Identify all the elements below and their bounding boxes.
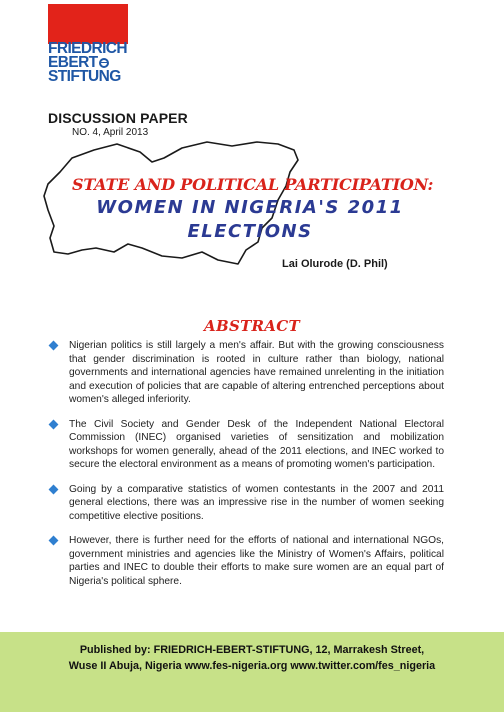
fes-logo: [48, 42, 138, 84]
logo-line-2: EBERT: [48, 54, 98, 71]
globe-icon: [99, 58, 109, 68]
abstract-item-text: Going by a comparative statistics of women contestants in the 2007 and 2011 general elections, there was an impressive rise in the number of women seeking competitive elective positions.: [69, 483, 444, 522]
title-block: [60, 196, 440, 244]
diamond-bullet-icon: [49, 419, 59, 429]
author: Lai Olurode (D. Phil): [282, 258, 388, 270]
abstract-list: [48, 339, 444, 599]
issue-number: NO. 4, April 2013: [72, 127, 149, 138]
abstract-item: [48, 418, 444, 472]
abstract-heading: ABSTRACT: [204, 317, 300, 335]
diamond-bullet-icon: [49, 536, 59, 546]
logo-red-block: [48, 4, 128, 44]
logo-line-1: FRIEDRICH: [48, 40, 127, 57]
title-line-3: ELECTIONS: [187, 221, 313, 242]
abstract-item: [48, 534, 444, 588]
abstract-item-text: Nigerian politics is still largely a men's affair. But with the growing consciousness that gender discrimination is rooted in culture rather than biology, national governments and international agencies have remained unrelenting in the initiation and execution of policies that are capable of altering entrenched perceptions about women's alleged inferiority.: [69, 340, 444, 405]
publisher-footer: [0, 632, 504, 712]
series-title: DISCUSSION PAPER: [48, 110, 188, 126]
diamond-bullet-icon: [49, 341, 59, 351]
abstract-item-text: The Civil Society and Gender Desk of the Independent National Electoral Commission (INEC) organised varieties of sensitization and mobilization workshops for women generally, ahead of the 2011 elections, and INEC worked to secure the electoral environment as a means of promoting women's participation.: [69, 418, 444, 470]
footer-line-1: Published by: FRIEDRICH-EBERT-STIFTUNG, 12, Marrakesh Street,: [79, 644, 425, 656]
title-line-1: STATE AND POLITICAL PARTICIPATION:: [72, 175, 434, 194]
title-line-2: WOMEN IN NIGERIA'S 2011: [96, 197, 404, 218]
abstract-item: [48, 339, 444, 407]
footer-line-2: Wuse II Abuja, Nigeria www.fes-nigeria.org www.twitter.com/fes_nigeria: [68, 660, 436, 672]
diamond-bullet-icon: [49, 484, 59, 494]
logo-line-3: STIFTUNG: [48, 68, 121, 85]
abstract-item-text: However, there is further need for the efforts of national and international NGOs, government ministries and agencies like the Ministry of Women's Affairs, political parties and INEC to double their efforts to make sure women are an equal part of Nigeria's political sphere.: [69, 535, 444, 587]
abstract-item: [48, 483, 444, 524]
